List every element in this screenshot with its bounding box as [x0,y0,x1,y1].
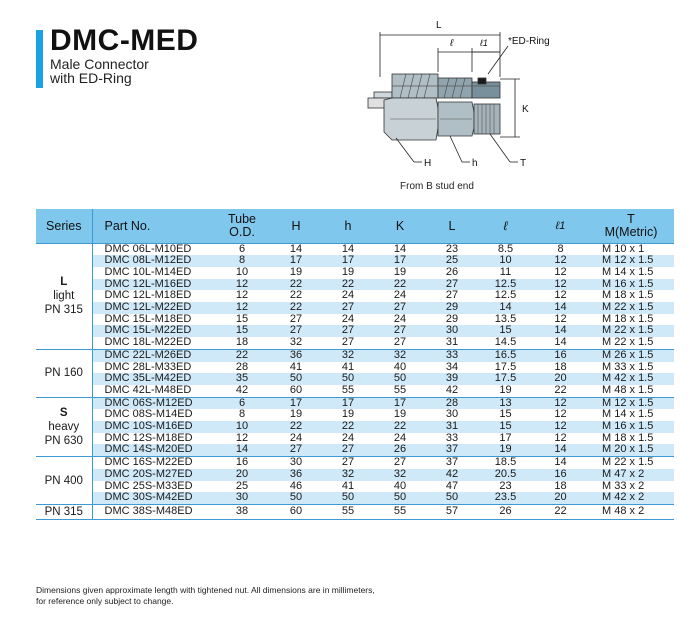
cell-L: 25 [426,255,478,267]
cell-l: 13.5 [494,312,517,325]
cell-h: 22 [322,279,374,291]
cell-h: 41 [341,479,355,492]
cell-H: 27 [270,444,322,456]
cell-K: 14 [374,243,426,255]
cell-tube-od: 20 [214,469,270,481]
cell-H: 19 [289,408,303,421]
table-row [36,349,674,361]
cell-K: 24 [393,312,407,325]
cell-H: 14 [270,243,322,255]
cell-T: M 20 x 1.5 [588,444,674,456]
cell-l: 18.5 [478,457,533,469]
cell-part-no: DMC 42L-M48ED [104,383,192,396]
cell-T: M 10 x 1 [588,243,674,255]
footnote-line-2: for reference only subject to change. [36,596,174,606]
cell-H: 17 [270,255,322,267]
cell-tube-od: 38 [214,504,270,519]
header-h: h [322,209,374,243]
cell-h: 50 [322,492,374,504]
table-row [36,302,674,314]
series-cell [36,397,92,457]
cell-T: M 22 x 1.5 [588,325,674,337]
cell-tube-od: 10 [235,265,249,278]
series-code: S [59,406,68,419]
cell-part-no: DMC 10L-M14ED [104,265,192,278]
cell-L: 39 [426,373,478,385]
cell-tube-od: 15 [235,312,249,325]
cell-part-no: DMC 06L-M10ED [92,243,214,255]
cell-tube-od: 8 [238,408,246,421]
cell-h: 27 [322,444,374,456]
cell-L: 47 [445,479,459,492]
cell-tube-od: 10 [214,421,270,433]
cell-L: 23 [426,243,478,255]
cell-part-no: DMC 22L-M26ED [92,349,214,361]
drawing-caption: From B stud end [400,181,474,192]
cell-part-no: DMC 15L-M22ED [92,325,214,337]
cell-H: 22 [270,279,322,291]
cell-K: 32 [374,469,426,481]
series-cell [36,504,92,519]
cell-K: 17 [374,255,426,267]
table-row [36,492,674,504]
cell-h: 14 [322,243,374,255]
cell-T: M 12 x 1.5 [588,397,674,409]
cell-L: 29 [445,312,459,325]
header-l: ℓ [478,209,533,243]
cell-H: 17 [270,397,322,409]
cell-h: 41 [341,360,355,373]
cell-L: 33 [426,349,478,361]
cell-L: 50 [426,492,478,504]
cell-K: 32 [374,349,426,361]
cell-h: 27 [322,457,374,469]
cell-l1: 12 [533,279,588,291]
cell-part-no: DMC 10S-M16ED [92,421,214,433]
cell-h: 32 [322,349,374,361]
header-T-line1: T [627,211,635,226]
table-row [36,469,674,481]
cell-H: 30 [270,457,322,469]
ed-ring-label: *ED-Ring [508,36,550,47]
cell-T: M 47 x 2 [588,469,674,481]
dim-label-H: H [424,158,432,169]
cell-h: 32 [322,469,374,481]
cell-tube-od: 28 [235,360,249,373]
subtitle-line-2: with ED-Ring [50,70,132,86]
cell-H: 22 [270,302,322,314]
cell-H: 24 [289,431,303,444]
cell-L: 27 [426,279,478,291]
cell-part-no: DMC 16S-M22ED [92,457,214,469]
cell-tube-od: 22 [214,349,270,361]
series-line: light [53,290,75,303]
header-l1: ℓ1 [533,209,588,243]
table-row [36,337,674,349]
cell-H: 50 [270,373,322,385]
cell-l: 15 [478,421,533,433]
cell-l: 15 [478,325,533,337]
dim-label-l: ℓ [450,38,454,49]
cell-L: 28 [426,397,478,409]
dim-label-h: h [472,158,478,169]
cell-l: 17 [499,431,512,444]
cell-l: 20.5 [478,469,533,481]
cell-L: 57 [426,504,478,519]
cell-tube-od: 12 [235,289,249,302]
cell-K: 40 [393,360,407,373]
footnote-line-1: Dimensions given approximate length with tightened nut. All dimensions are in millimeters, [36,585,375,595]
cell-h: 27 [322,325,374,337]
cell-l: 17.5 [494,360,517,373]
cell-l1: 12 [533,397,588,409]
table-row [36,504,674,519]
cell-part-no: DMC 28L-M33ED [104,360,192,373]
table-header-row [36,209,674,243]
header-H: H [270,209,322,243]
cell-l: 17.5 [478,373,533,385]
header-part-no: Part No. [92,209,214,243]
cell-T: M 22 x 1.5 [602,336,654,349]
cell-H: 27 [289,312,303,325]
cell-T: M 16 x 1.5 [588,421,674,433]
cell-l1: 14 [533,444,588,456]
header-K: K [374,209,426,243]
header-T [588,209,674,243]
table-row [36,444,674,456]
cell-l1: 12 [554,312,567,325]
cell-h: 19 [341,408,355,421]
cell-T: M 48 x 1.5 [602,383,654,396]
cell-tube-od: 12 [214,302,270,314]
cell-l: 19 [499,383,512,396]
cell-part-no: DMC 08S-M14ED [104,408,193,421]
cell-part-no: DMC 12L-M16ED [92,279,214,291]
cell-l1: 14 [554,336,567,349]
page-subtitle [50,57,149,85]
cell-h: 17 [322,255,374,267]
cell-part-no: DMC 12L-M22ED [92,302,214,314]
cell-tube-od: 8 [214,255,270,267]
cell-l1: 14 [533,325,588,337]
cell-l1: 12 [554,408,567,421]
cell-K: 19 [393,265,407,278]
cell-h: 27 [322,302,374,314]
cell-h: 24 [341,431,355,444]
cell-l: 23.5 [478,492,533,504]
cell-h: 55 [322,504,374,519]
cell-L: 42 [426,469,478,481]
cell-tube-od: 6 [214,397,270,409]
cell-l: 26 [478,504,533,519]
table-body [36,243,674,519]
series-line: PN 160 [44,367,83,380]
cell-K: 55 [374,504,426,519]
cell-K: 19 [393,408,407,421]
header-T-line2: M(Metric) [604,224,658,239]
cell-H: 32 [289,336,303,349]
table-row [36,385,674,397]
cell-L: 29 [426,302,478,314]
subtitle-line-1: Male Connector [50,56,149,72]
cell-T: M 22 x 1.5 [588,302,674,314]
cell-K: 27 [374,302,426,314]
title-accent-bar [36,30,43,88]
cell-L: 31 [426,421,478,433]
dim-label-L: L [436,20,442,31]
cell-T: M 18 x 1.5 [602,289,654,302]
cell-l: 23 [499,479,512,492]
cell-K: 27 [393,336,407,349]
cell-l: 16.5 [478,349,533,361]
cell-l1: 12 [554,265,567,278]
table-row [36,421,674,433]
cell-K: 17 [374,397,426,409]
cell-h: 19 [341,265,355,278]
cell-K: 27 [374,457,426,469]
cell-part-no: DMC 12L-M18ED [104,289,192,302]
dim-label-T: T [520,158,527,169]
cell-H: 36 [270,349,322,361]
cell-h: 50 [322,373,374,385]
cell-T: M 14 x 1.5 [602,408,654,421]
cell-part-no: DMC 25S-M33ED [104,479,193,492]
footnote [36,585,375,607]
cell-tube-od: 35 [214,373,270,385]
cell-H: 60 [289,383,303,396]
cell-l1: 12 [533,255,588,267]
cell-K: 50 [374,373,426,385]
cell-l: 14 [478,302,533,314]
cell-l: 13 [478,397,533,409]
cell-H: 50 [270,492,322,504]
header-tube-od-line2: O.D. [229,224,255,239]
cell-H: 22 [289,289,303,302]
cell-K: 22 [374,421,426,433]
cell-L: 30 [445,408,459,421]
cell-part-no: DMC 08L-M12ED [92,255,214,267]
cell-H: 60 [270,504,322,519]
cell-H: 27 [270,325,322,337]
cell-part-no: DMC 38S-M48ED [92,504,214,519]
cell-T: M 12 x 1.5 [588,255,674,267]
cell-h: 24 [341,289,355,302]
cell-part-no: DMC 20S-M27ED [92,469,214,481]
cell-K: 50 [374,492,426,504]
header-tube-od [214,209,270,243]
cell-H: 41 [289,360,303,373]
cell-l: 12.5 [478,279,533,291]
cell-tube-od: 12 [235,431,249,444]
cell-T: M 48 x 2 [588,504,674,519]
cell-l: 15 [499,408,512,421]
cell-K: 27 [374,325,426,337]
series-line: PN 315 [44,505,83,518]
cell-K: 24 [393,289,407,302]
cell-tube-od: 14 [214,444,270,456]
cell-part-no: DMC 35L-M42ED [92,373,214,385]
series-line: PN 400 [44,474,83,487]
cell-tube-od: 42 [235,383,249,396]
cell-L: 33 [445,431,459,444]
cell-L: 42 [445,383,459,396]
cell-l: 8.5 [478,243,533,255]
cell-l1: 14 [533,302,588,314]
cell-L: 37 [426,444,478,456]
cell-K: 24 [393,431,407,444]
cell-part-no: DMC 14S-M20ED [92,444,214,456]
cell-K: 40 [393,479,407,492]
cell-l1: 14 [533,457,588,469]
cell-T: M 22 x 1.5 [588,457,674,469]
dim-label-l1: ℓ1 [480,38,488,48]
cell-l1: 16 [533,469,588,481]
cell-l: 11 [499,265,512,278]
cell-K: 26 [374,444,426,456]
cell-l1: 16 [533,349,588,361]
page-title: DMC-MED [50,24,199,57]
series-cell [36,243,92,349]
table-row [36,267,674,279]
cell-l1: 12 [554,431,567,444]
cell-tube-od: 25 [235,479,249,492]
series-line: PN 315 [44,304,83,317]
cell-K: 55 [393,383,407,396]
cell-T: M 26 x 1.5 [588,349,674,361]
cell-L: 37 [426,457,478,469]
cell-T: M 14 x 1.5 [602,265,654,278]
series-code: L [60,276,68,289]
series-line: PN 630 [44,434,83,447]
header-L: L [426,209,478,243]
cell-part-no: DMC 12S-M18ED [104,431,193,444]
cell-H: 36 [270,469,322,481]
cell-l1: 22 [554,383,567,396]
cell-tube-od: 16 [214,457,270,469]
dimension-table [36,209,674,520]
cell-l1: 12 [554,289,567,302]
cell-h: 27 [341,336,355,349]
cell-tube-od: 12 [214,279,270,291]
cell-T: M 42 x 2 [588,492,674,504]
cell-h: 22 [322,421,374,433]
connector-drawing [350,12,570,172]
cell-T: M 42 x 1.5 [588,373,674,385]
cell-l1: 20 [533,492,588,504]
series-line: heavy [48,420,80,433]
cell-L: 30 [426,325,478,337]
cell-H: 19 [289,265,303,278]
cell-part-no: DMC 06S-M12ED [92,397,214,409]
cell-h: 55 [341,383,355,396]
cell-L: 34 [445,360,459,373]
header-series: Series [36,209,92,243]
cell-L: 27 [445,289,459,302]
cell-H: 46 [289,479,303,492]
cell-l1: 18 [554,479,567,492]
cell-tube-od: 6 [214,243,270,255]
dim-label-K: K [522,104,529,115]
series-cell [36,457,92,505]
cell-K: 22 [374,279,426,291]
cell-T: M 33 x 1.5 [602,360,654,373]
cell-l: 10 [478,255,533,267]
cell-l1: 18 [554,360,567,373]
cell-h: 17 [322,397,374,409]
cell-l: 14.5 [494,336,517,349]
cell-part-no: DMC 18L-M22ED [104,336,192,349]
header-tube-od-line1: Tube [227,211,257,226]
cell-h: 24 [341,312,355,325]
cell-l: 12.5 [494,289,517,302]
cell-L: 31 [445,336,459,349]
cell-L: 26 [445,265,459,278]
cell-l1: 12 [533,421,588,433]
cell-l1: 20 [533,373,588,385]
cell-T: M 33 x 2 [602,479,645,492]
cell-tube-od: 15 [214,325,270,337]
cell-part-no: DMC 30S-M42ED [92,492,214,504]
cell-T: M 18 x 1.5 [602,431,654,444]
cell-T: M 16 x 1.5 [588,279,674,291]
cell-tube-od: 30 [214,492,270,504]
cell-tube-od: 18 [235,336,249,349]
cell-part-no: DMC 15L-M18ED [104,312,192,325]
cell-l1: 8 [533,243,588,255]
cell-H: 22 [270,421,322,433]
cell-l: 19 [478,444,533,456]
cell-l1: 22 [533,504,588,519]
cell-T: M 18 x 1.5 [602,312,654,325]
series-cell [36,349,92,397]
